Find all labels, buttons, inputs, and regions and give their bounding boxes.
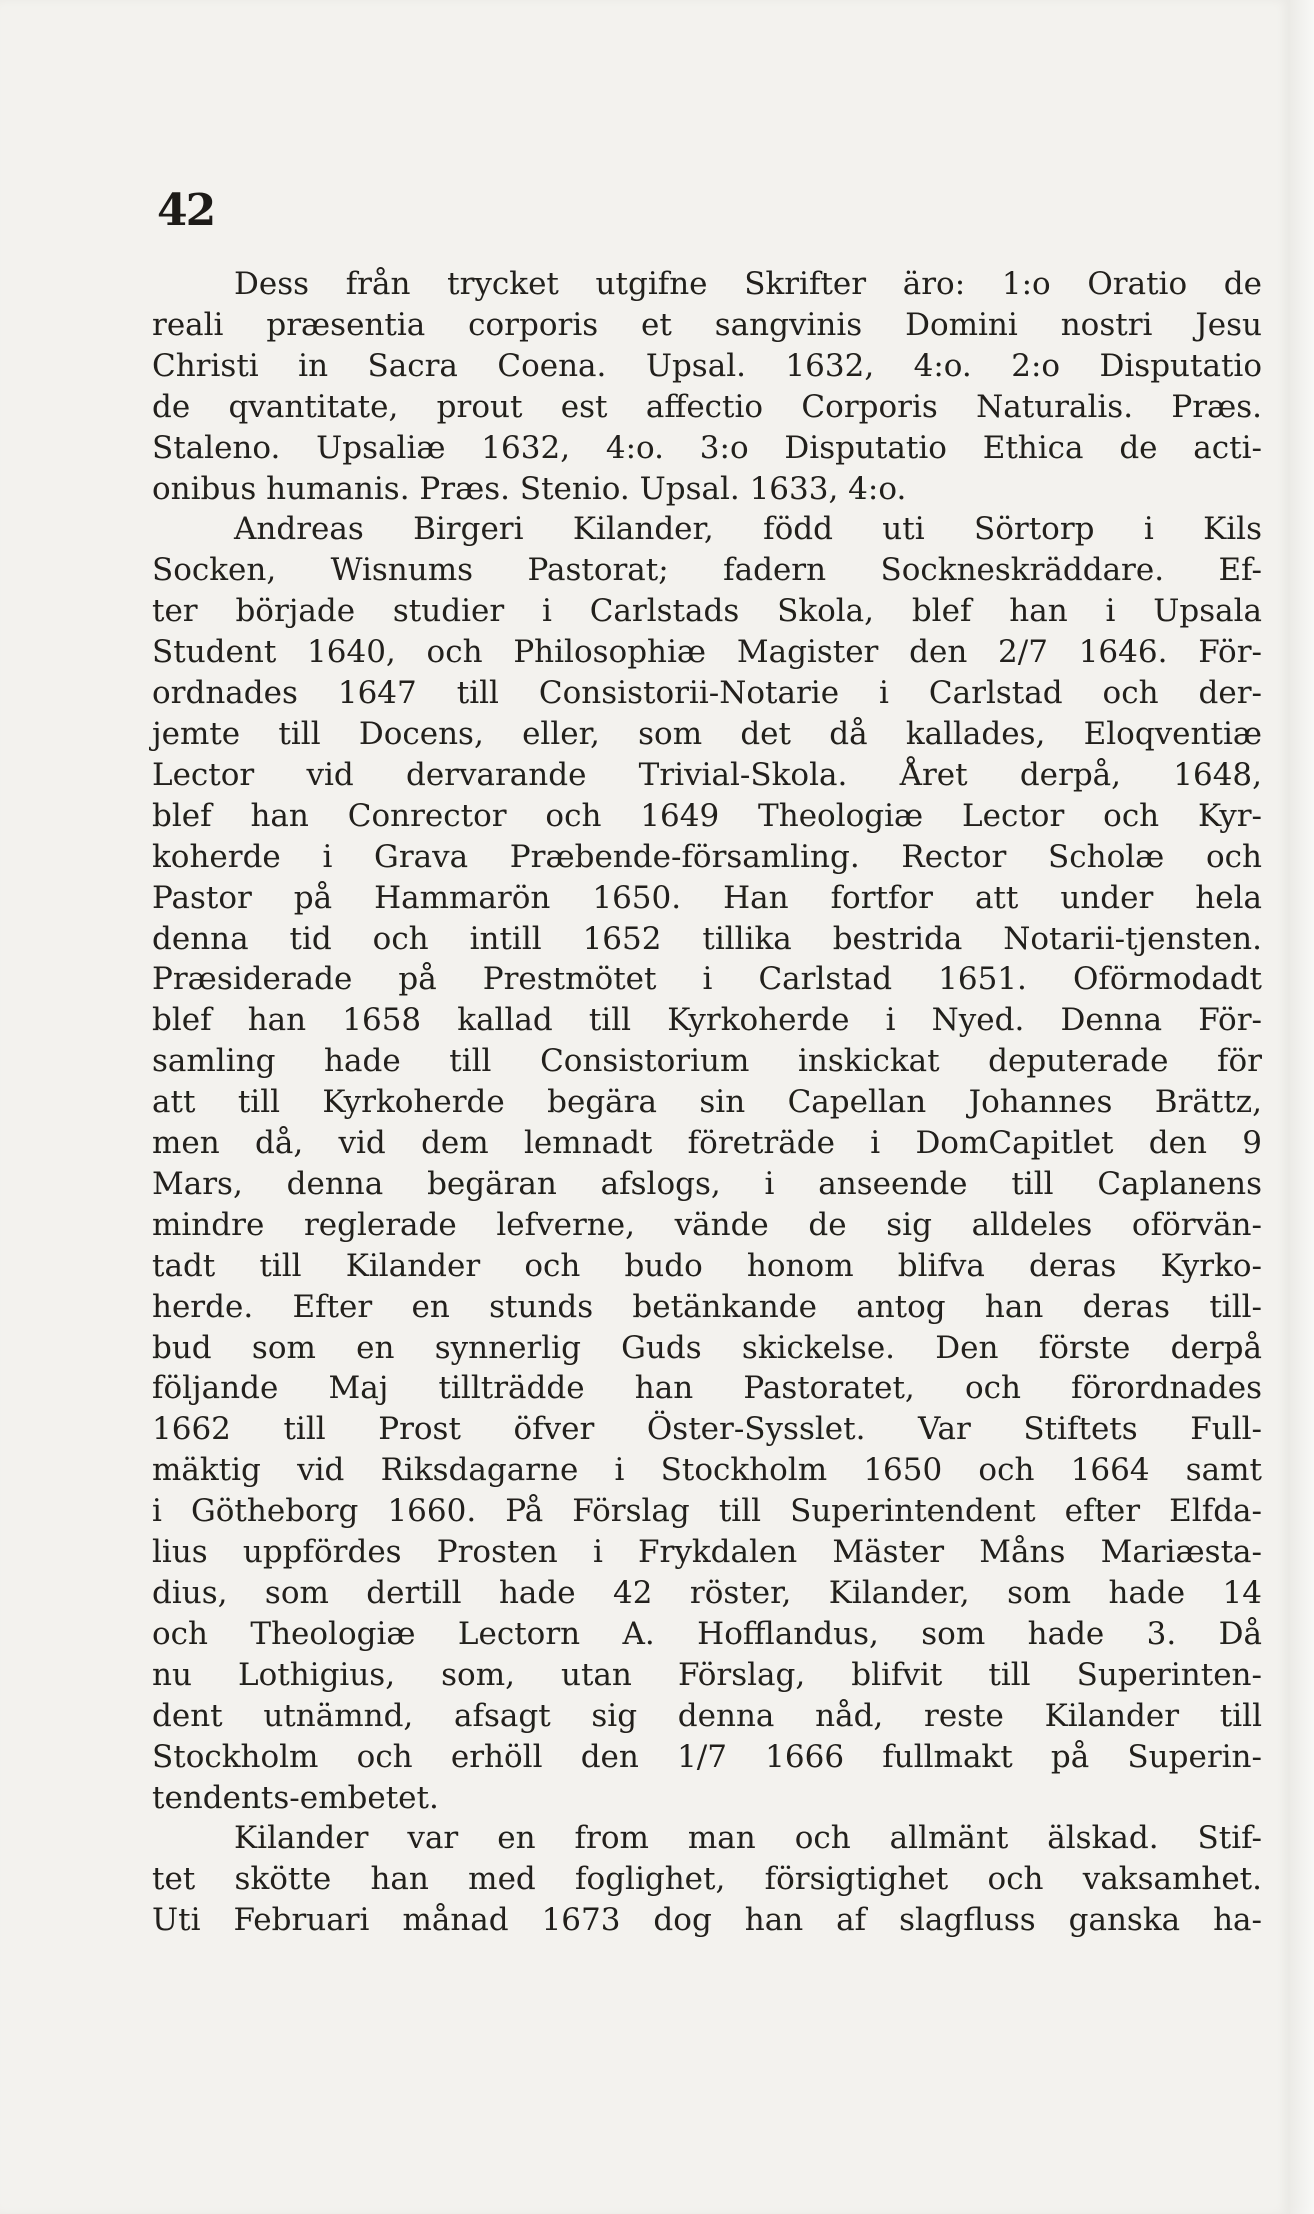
text-line: dius, som dertill hade 42 röster, Kilander, som hade 14 (152, 1575, 1262, 1611)
text-line: 1662 till Prost öfver Öster-Sysslet. Var Stiftets Full- (152, 1411, 1262, 1448)
paragraph-biography (152, 509, 1262, 1818)
paragraph-writings (152, 264, 1262, 509)
text-line: samling hade till Consistorium inskickat deputerade för (152, 1043, 1262, 1080)
text-line: tadt till Kilander och budo honom blifva deras Kyrko- (152, 1247, 1262, 1284)
text-line: Uti Februari månad 1673 dog han af slagfluss ganska ha- (152, 1902, 1262, 1939)
text-line: ter började studier i Carlstads Skola, blef han i Upsala (152, 593, 1262, 630)
text-line: följande Maj tillträdde han Pastoratet, och förordnades (152, 1370, 1262, 1407)
text-line: Socken, Wisnums Pastorat; fadern Sockneskräddare. Ef- (152, 552, 1262, 589)
text-line: Præsiderade på Prestmötet i Carlstad 1651. Oförmodadt (152, 961, 1262, 998)
text-line: nu Lothigius, som, utan Förslag, blifvit till Superinten- (152, 1656, 1262, 1693)
text-line: men då, vid dem lemnadt företräde i DomCapitlet den 9 (152, 1125, 1262, 1162)
text-line: att till Kyrkoherde begära sin Capellan Johannes Brättz, (152, 1084, 1262, 1121)
text-line: herde. Efter en stunds betänkande antog han deras till- (152, 1288, 1262, 1325)
text-line: Pastor på Hammarön 1650. Han fortfor att under hela (152, 879, 1262, 916)
text-line: i Götheborg 1660. På Förslag till Superintendent efter Elfda- (152, 1493, 1262, 1530)
text-line: Kilander var en from man och allmänt älskad. Stif- (234, 1820, 1262, 1857)
text-line: blef han Conrector och 1649 Theologiæ Lector och Kyr- (152, 797, 1262, 834)
page-text (152, 264, 1262, 1941)
text-line: onibus humanis. Præs. Stenio. Upsal. 1633, 4:o. (152, 470, 907, 507)
text-line: de qvantitate, prout est affectio Corporis Naturalis. Præs. (152, 388, 1262, 425)
text-line: jemte till Docens, eller, som det då kallades, Eloqventiæ (152, 715, 1262, 752)
text-line: tendents-embetet. (152, 1779, 439, 1816)
text-line: blef han 1658 kallad till Kyrkoherde i Nyed. Denna För- (152, 1002, 1262, 1039)
page-edge (1290, 0, 1314, 2214)
text-line: mäktig vid Riksdagarne i Stockholm 1650 och 1664 samt (152, 1452, 1262, 1489)
text-line: Mars, denna begäran afslogs, i anseende till Caplanens (152, 1165, 1262, 1202)
text-line: reali præsentia corporis et sangvinis Domini nostri Jesu (152, 306, 1262, 343)
text-line: Staleno. Upsaliæ 1632, 4:o. 3:o Disputatio Ethica de acti- (152, 429, 1262, 466)
text-line: dent utnämnd, afsagt sig denna nåd, reste Kilander till (152, 1697, 1262, 1734)
text-line: koherde i Grava Præbende-församling. Rector Scholæ och (152, 838, 1262, 875)
paragraph-character (152, 1818, 1262, 1941)
text-line: mindre reglerade lefverne, vände de sig alldeles oförvän- (152, 1206, 1262, 1243)
text-line: lius uppfördes Prosten i Frykdalen Mäster Måns Mariæsta- (152, 1534, 1262, 1571)
page-number: 42 (157, 185, 215, 236)
text-line: bud som en synnerlig Guds skickelse. Den förste derpå (152, 1329, 1262, 1366)
text-line: och Theologiæ Lectorn A. Hofflandus, som hade 3. Då (152, 1615, 1262, 1652)
text-line: tet skötte han med foglighet, försigtighet och vaksamhet. (152, 1861, 1262, 1898)
text-line: denna tid och intill 1652 tillika bestrida Notarii-tjensten. (152, 920, 1262, 957)
text-line: Stockholm och erhöll den 1/7 1666 fullmakt på Superin- (152, 1738, 1262, 1775)
text-line: Student 1640, och Philosophiæ Magister den 2/7 1646. För- (152, 634, 1262, 671)
text-line: Dess från trycket utgifne Skrifter äro: 1:o Oratio de (234, 266, 1262, 302)
text-line: Andreas Birgeri Kilander, född uti Sörtorp i Kils (234, 511, 1262, 548)
text-line: Christi in Sacra Coena. Upsal. 1632, 4:o. 2:o Disputatio (152, 347, 1262, 384)
text-line: Lector vid dervarande Trivial-Skola. Året derpå, 1648, (152, 756, 1262, 793)
text-line: ordnades 1647 till Consistorii-Notarie i Carlstad och der- (152, 675, 1262, 712)
